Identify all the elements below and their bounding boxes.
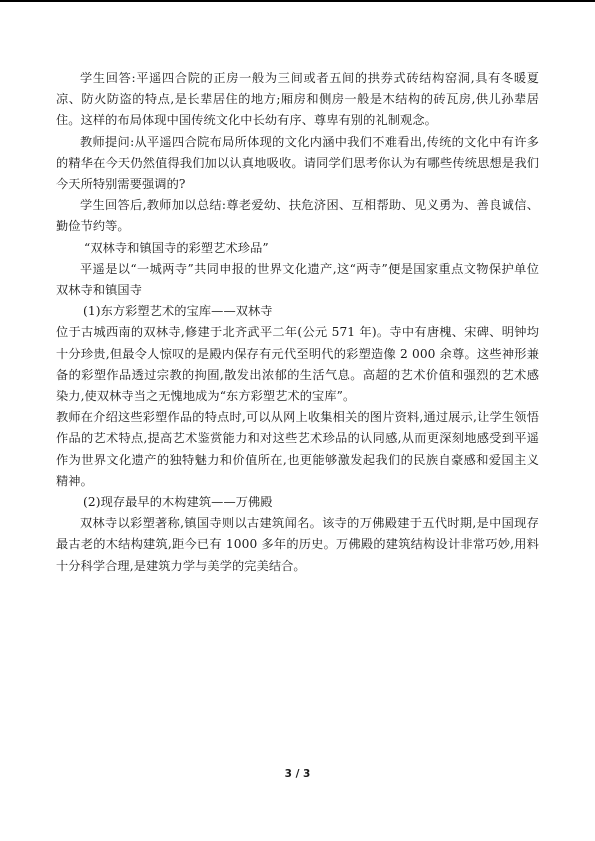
paragraph-two-temples-intro: 平遥是以“一城两寺”共同申报的世界文化遗产,这“两寺”便是国家重点文物保护单位双林寺和镇国寺 xyxy=(56,261,539,298)
page-number: 3 / 3 xyxy=(284,768,311,780)
subheading-wanfo-hall: (2)现存最早的木构建筑——万佛殿 xyxy=(83,495,273,510)
paragraph-student-answer-siheyuan: 学生回答:平遥四合院的正房一般为三间或者五间的拱券式砖结构窑洞,具有冬暖夏凉、防火防盗的特点,是长辈居住的地方;厢房和侧房一般是木结构的砖瓦房,供儿孙辈居住。这样的布局体现中国传统文化中长幼有序、尊卑有别的礼制观念。 xyxy=(56,71,539,128)
document-body xyxy=(56,68,539,577)
section-heading-temples: “双林寺和镇国寺的彩塑艺术珍品” xyxy=(84,240,269,255)
subheading-shuanglin-temple: (1)东方彩塑艺术的宝库——双林寺 xyxy=(83,304,273,319)
paragraph-zhenguo-temple: 双林寺以彩塑著称,镇国寺则以古建筑闻名。该寺的万佛殿建于五代时期,是中国现存最古老的木结构建筑,距今已有 1000 多年的历史。万佛殿的建筑结构设计非常巧妙,用料十分科学合理,是建筑力学与美学的完美结合。 xyxy=(56,516,539,573)
paragraph-teacher-summary: 学生回答后,教师加以总结:尊老爱幼、扶危济困、互相帮助、见义勇为、善良诚信、勤俭节约等。 xyxy=(56,198,539,234)
paragraph-teacher-question: 教师提问:从平遥四合院布局所体现的文化内涵中我们不难看出,传统的文化中有许多的精华在今天仍然值得我们加以认真地吸收。请同学们思考你认为有哪些传统思想是我们今天所特别需要强调的? xyxy=(56,134,539,192)
paragraph-teacher-method: 教师在介绍这些彩塑作品的特点时,可以从网上收集相关的图片资料,通过展示,让学生领悟作品的艺术特点,提高艺术鉴赏能力和对这些艺术珍品的认同感,从而更深刻地感受到平遥作为世界文化遗产的独特魅力和价值所在,也更能够激发起我们的民族自豪感和爱国主义精神。 xyxy=(56,410,539,488)
header-rule xyxy=(0,0,595,2)
paragraph-shuanglin-description: 位于古城西南的双林寺,修建于北齐武平二年(公元 571 年)。寺中有唐槐、宋碑、明钟均十分珍贵,但最令人惊叹的是殿内保存有元代至明代的彩塑造像 2 000 余尊。这些神形兼备的彩塑作品透过宗教的拘囿,散发出浓郁的生活气息。高超的艺术价值和强烈的艺术感染力,使双林寺当之无愧地成为“东方彩塑艺术的宝库”。 xyxy=(56,325,539,404)
